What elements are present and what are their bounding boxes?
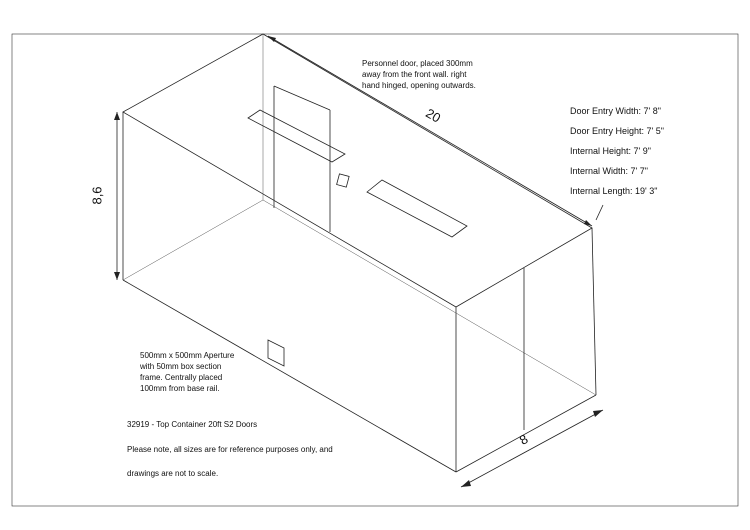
spec-internal-width: Internal Width: 7' 7" bbox=[570, 166, 648, 176]
disclaimer-line-1: Please note, all sizes are for reference purposes only, and bbox=[127, 445, 333, 454]
roof-slot-left bbox=[248, 110, 345, 162]
spec-door-entry-height: Door Entry Height: 7' 5" bbox=[570, 126, 664, 136]
container-box bbox=[123, 34, 596, 472]
aperture bbox=[268, 340, 284, 366]
personnel-door bbox=[274, 86, 349, 232]
personnel-door-note: Personnel door, placed 300mm away from the front wall. right hand hinged, opening outwards. bbox=[362, 59, 476, 90]
height-dimension-line bbox=[114, 112, 120, 280]
drawing-title: 32919 - Top Container 20ft S2 Doors bbox=[127, 420, 258, 429]
width-dimension-line bbox=[461, 410, 603, 487]
aperture-note: 500mm x 500mm Aperture with 50mm box section frame. Centrally placed 100mm from base rail. bbox=[140, 351, 235, 393]
length-label: 20 bbox=[423, 105, 444, 126]
spec-list bbox=[570, 106, 664, 196]
spec-internal-height: Internal Height: 7' 9" bbox=[570, 146, 651, 156]
sheet-border bbox=[12, 34, 738, 506]
roof-slot-right bbox=[367, 180, 467, 237]
width-label: 8 bbox=[516, 431, 531, 448]
spec-door-entry-width: Door Entry Width: 7' 8" bbox=[570, 106, 661, 116]
disclaimer-line-2: drawings are not to scale. bbox=[127, 469, 219, 478]
height-label: 8,6 bbox=[89, 186, 105, 205]
spec-leader-line bbox=[596, 205, 603, 220]
spec-internal-length: Internal Length: 19' 3" bbox=[570, 186, 658, 196]
